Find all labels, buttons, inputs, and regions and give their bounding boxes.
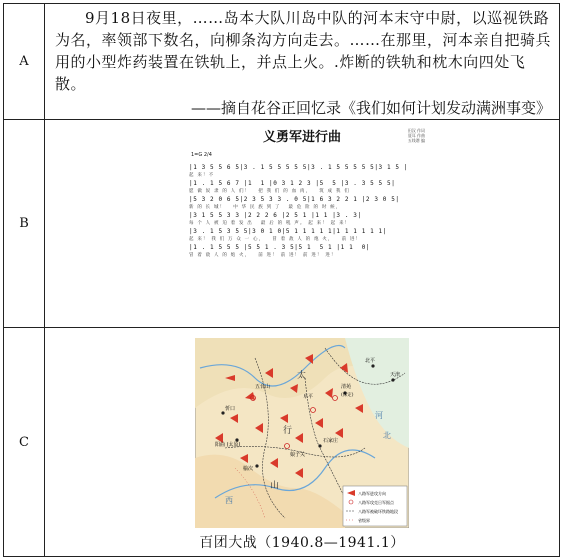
- score-body: [189, 164, 421, 260]
- map-caption: 百团大战（1940.8—1941.1）: [199, 535, 405, 551]
- row-c-label: C: [4, 328, 45, 557]
- map-label-yuci: 榆次: [243, 466, 254, 472]
- music-line: |3 . 1 5 3 5 5|3 0 1 0|5 1 1 1 1 1|1 1 1 1 1 1|: [189, 227, 387, 235]
- row-c: [4, 328, 560, 557]
- lyric-line: 每 个 人 被 迫 着 发 出 最 后 的 吼 声。 起 来！ 起 来！: [189, 220, 351, 226]
- music-line: |1 3 5 5 6 5|3 . 1 5 5 5 5 5|3 . 1 5 5 5 5 5|3 1 5 |: [189, 163, 409, 171]
- map-label-peking: 北平: [365, 358, 376, 364]
- city-dot-icon: [255, 464, 258, 467]
- document-table: [3, 3, 560, 557]
- map-label-taihang-1: 太: [297, 371, 307, 381]
- map-label-baoding: (保定): [341, 393, 354, 398]
- legend-item: 八路军攻克日军据点: [358, 500, 394, 505]
- row-c-content: [45, 328, 560, 557]
- lyric-line: 新 的 长 城！ 中 华 民 族 到 了 最 危 险 的 时 候，: [189, 204, 342, 210]
- row-b: [4, 120, 560, 328]
- legend-item: 八路军被破坏铁路地段: [358, 509, 398, 514]
- row-a-source: ——摘自花谷正回忆录《我们如何计划发动满洲事变》: [190, 99, 551, 117]
- map-label-taihang-2: 行: [283, 426, 293, 436]
- map-label-wutai: 五台山: [255, 384, 271, 390]
- music-line: |1 . 1 5 6 7 |1 1 |0 3 1 2 3 |5 5 |3 . 3 5 5 5|: [189, 179, 396, 187]
- score-credits: [408, 128, 425, 143]
- city-dot-icon: [371, 364, 374, 367]
- map-label-qingyuan: 清苑: [341, 384, 352, 390]
- lyric-line: 冒 着 敌 人 的 炮 火， 前 进！ 前 进！ 前 进！ 进！: [189, 252, 337, 258]
- score-key: 1=G 2/4: [191, 151, 212, 158]
- map-label-river-1: 河: [375, 411, 383, 420]
- map-label-fuping: 阜平: [303, 394, 314, 400]
- row-a-label: A: [4, 4, 45, 120]
- map-label-xinkou: 忻口: [225, 406, 236, 412]
- map-label-tianjin: 天津: [390, 372, 401, 378]
- map-label-taihang-3: 山: [270, 481, 280, 491]
- map-label-niangziguan: 娘子关: [290, 452, 306, 458]
- music-line: |3 1 5 5 3 3 |2 2 2 6 |2 5 1 |1 1 |3 . 3|: [189, 211, 362, 219]
- city-dot-icon: [318, 444, 321, 447]
- map-label-river-2: 北: [383, 431, 391, 440]
- city-dot-icon: [391, 378, 394, 381]
- row-a-passage: 9月18日夜里，……岛本大队川岛中队的河本末守中尉，以巡视铁路为名，率领部下数名，向柳条沟方向走去。……在那里，河本亲自把骑兵用的小型炸药装置在铁轨上，并点上火。.炸断的铁轨和枕木向四处飞散。: [55, 9, 552, 93]
- row-b-content: [45, 120, 560, 328]
- score-credit-line: 聂耳 作曲: [407, 132, 425, 138]
- battle-map-svg: [195, 338, 409, 528]
- lyric-line: 愿 做 奴 隶 的 人 们！ 把 我 们 的 血 肉， 筑 成 我 们: [189, 188, 350, 194]
- map-label-yangqu: 阳曲 (太原): [215, 442, 241, 448]
- music-score: [177, 126, 427, 322]
- score-credit-line: 田汉 作词: [407, 127, 425, 133]
- music-line: |1 . 1 5 5 5 |5 5 1 . 3 5|5 1 5 1 |1 1 0|: [189, 243, 371, 251]
- row-b-label: B: [4, 120, 45, 328]
- map-label-shijiazhuang: 石家庄: [323, 438, 339, 444]
- battle-map: [195, 338, 409, 528]
- legend-item: 八路军进攻方向: [358, 491, 386, 496]
- lyric-line: 起 来！ 我 们 万 众 一 心， 冒 着 敌 人 的 炮 火， 前 进！: [189, 236, 362, 242]
- legend-item: 省级界: [358, 518, 370, 523]
- score-title: 义勇军进行曲: [262, 129, 341, 145]
- row-a-content: [45, 4, 560, 120]
- score-credit-line: 五线谱 编: [407, 137, 425, 143]
- music-line: |5 3 2 0 6 5|2 3 5 3 3 . 0 5|1 6 3 2 2 1 |2 3 0 5|: [189, 195, 400, 203]
- map-label-shanxi: 西: [225, 496, 233, 505]
- map-legend: [343, 486, 407, 526]
- lyric-line: 起 来！不: [189, 172, 215, 178]
- row-a: [4, 4, 560, 120]
